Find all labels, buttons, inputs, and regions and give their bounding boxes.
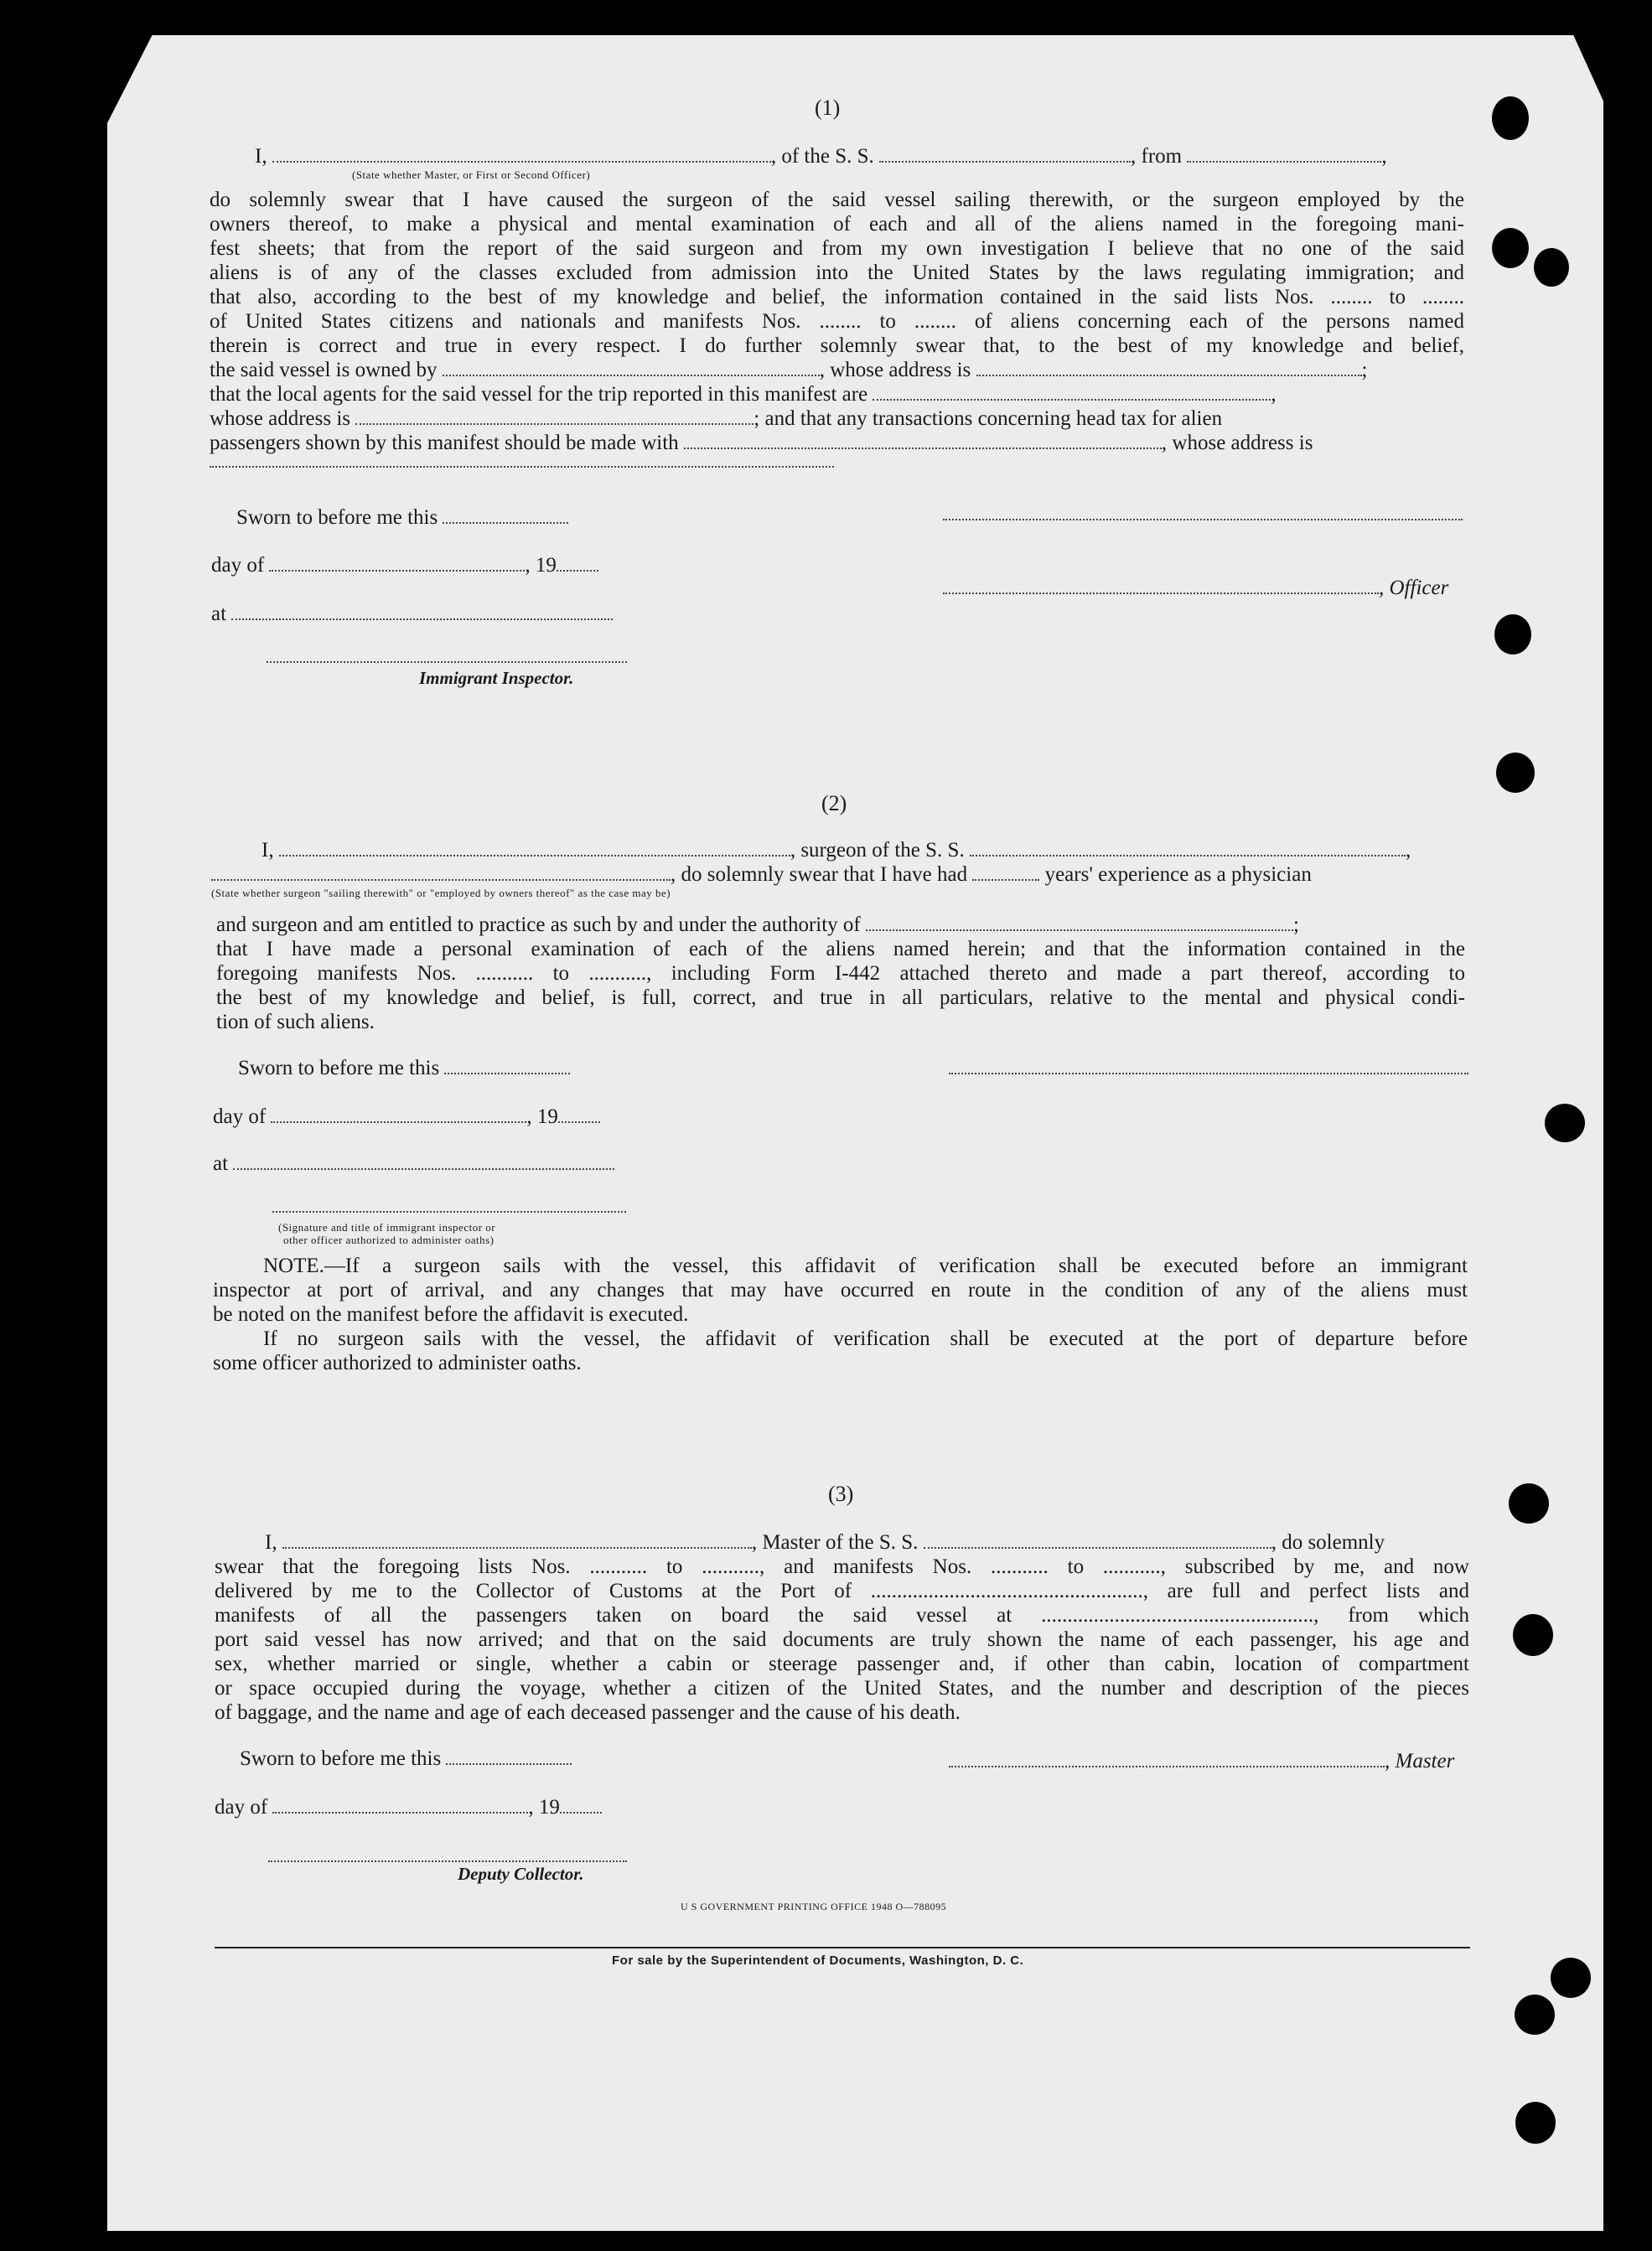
s2-note2-line: some officer authorized to administer oaths. bbox=[213, 1352, 582, 1374]
s1-agents-line: that the local agents for the said vessel for the trip reported in this manifest are , bbox=[210, 383, 1277, 406]
section-2-number: (2) bbox=[821, 791, 847, 815]
s2-signature-note: (Signature and title of immigrant inspector or bbox=[278, 1221, 496, 1234]
punch-hole bbox=[1545, 1104, 1585, 1142]
s2-authority-line: and surgeon and am entitled to practice as such by and under the authority of ; bbox=[216, 913, 1299, 936]
s2-note-line: be noted on the manifest before the affidavit is executed. bbox=[213, 1303, 689, 1326]
s1-line: aliens is of any of the classes excluded from admission into the United States by the laws regulating immigration; and bbox=[210, 261, 1464, 284]
s1-line: that also, according to the best of my knowledge and belief, the information contained in the said lists Nos. ........ to ........ bbox=[210, 286, 1464, 308]
punch-hole bbox=[1515, 1995, 1555, 2035]
s3-line: swear that the foregoing lists Nos. ........... to ..........., and manifests Nos. ........... to ..........., subscribed by me, and now bbox=[215, 1555, 1469, 1578]
s1-officer-note: (State whether Master, or First or Second Officer) bbox=[352, 168, 591, 181]
s2-at: at bbox=[213, 1151, 614, 1176]
s1-officer-signature-line bbox=[943, 519, 1463, 520]
s3-line: manifests of all the passengers taken on board the said vessel at ...................................................., from which bbox=[215, 1604, 1469, 1627]
punch-hole bbox=[1551, 1958, 1591, 1998]
punch-hole bbox=[1534, 248, 1569, 287]
s3-line: or space occupied during the voyage, whether a citizen of the United States, and the number and description of the pieces bbox=[215, 1677, 1469, 1700]
s2-line: the best of my knowledge and belief, is full, correct, and true in all particulars, relative to the mental and physical condi- bbox=[216, 986, 1465, 1009]
s1-opening-line: I, , of the S. S. , from , bbox=[255, 145, 1387, 168]
punch-hole bbox=[1513, 1614, 1553, 1656]
footer-rule bbox=[215, 1947, 1470, 1948]
s1-day-of: day of , 19 bbox=[211, 553, 598, 577]
s2-opening-line: I, , surgeon of the S. S. , bbox=[262, 839, 1411, 862]
punch-hole bbox=[1515, 2102, 1556, 2144]
s1-inspector-title: Immigrant Inspector. bbox=[419, 668, 574, 688]
s2-swear-line: , do solemnly swear that I have had years' experience as a physician bbox=[211, 862, 1312, 887]
s1-i: I, bbox=[255, 145, 267, 168]
s2-line: that I have made a personal examination of each of the aliens named herein; and that the information contained in the bbox=[216, 938, 1465, 960]
s1-headtax-line: passengers shown by this manifest should be made with , whose address is bbox=[210, 432, 1313, 454]
punch-hole bbox=[1492, 96, 1529, 140]
s3-line: delivered by me to the Collector of Customs at the Port of ...................................................., are full and perfect lists and bbox=[215, 1580, 1469, 1602]
s1-address-line: whose address is ; and that any transactions concerning head tax for alien bbox=[210, 407, 1223, 430]
s3-master: , Master bbox=[949, 1749, 1454, 1773]
s2-sworn: Sworn to before me this bbox=[238, 1056, 570, 1080]
punch-hole bbox=[1509, 1483, 1549, 1524]
s1-line: fest sheets; that from the report of the said surgeon and from my own investigation I believe that no one of the said bbox=[210, 237, 1464, 260]
s1-line: therein is correct and true in every respect. I do further solemnly swear that, to the best of my knowledge and belief, bbox=[210, 334, 1464, 357]
s3-line: sex, whether married or single, whether a cabin or steerage passenger and, if other than cabin, location of compartment bbox=[215, 1653, 1469, 1675]
s3-line: of baggage, and the name and age of each deceased passenger and the cause of his death. bbox=[215, 1701, 961, 1724]
section-3-number: (3) bbox=[828, 1482, 854, 1506]
s1-line: owners thereof, to make a physical and mental examination of each and all of the aliens named in the foregoing mani- bbox=[210, 213, 1464, 235]
s3-sworn: Sworn to before me this bbox=[240, 1746, 572, 1771]
s2-line: tion of such aliens. bbox=[216, 1011, 375, 1033]
punch-hole bbox=[1492, 228, 1529, 268]
s2-note-line: NOTE.—If a surgeon sails with the vessel, this affidavit of verification shall be executed before an immigrant bbox=[263, 1255, 1468, 1277]
s1-line: of United States citizens and nationals and manifests Nos. ........ to ........ of aliens concerning each of the persons named bbox=[210, 310, 1464, 333]
s1-at: at bbox=[211, 602, 613, 626]
s2-line: foregoing manifests Nos. ........... to ..........., including Form I-442 attached thereto and made a part thereof, according to bbox=[216, 962, 1465, 985]
punch-hole bbox=[1494, 614, 1531, 655]
s1-line: do solemnly swear that I have caused the surgeon of the said vessel sailing therewith, or the surgeon employed by the bbox=[210, 189, 1464, 211]
s3-opening-line: I, , Master of the S. S. , do solemnly bbox=[265, 1531, 1385, 1554]
s2-note-line: inspector at port of arrival, and any changes that may have occurred en route in the condition of any of the aliens must bbox=[213, 1279, 1468, 1301]
s3-line: port said vessel has now arrived; and that on the said documents are truly shown the name of each passenger, his age and bbox=[215, 1628, 1469, 1651]
s2-surgeon-note: (State whether surgeon "sailing therewith" or "employed by owners thereof" as the case may be) bbox=[211, 887, 671, 899]
s2-signature-note: other officer authorized to administer oaths) bbox=[283, 1234, 495, 1246]
section-1-number: (1) bbox=[815, 96, 841, 120]
s1-owned-line: the said vessel is owned by , whose address is ; bbox=[210, 359, 1368, 381]
s3-collector-title: Deputy Collector. bbox=[458, 1864, 584, 1884]
s2-day-of: day of , 19 bbox=[213, 1105, 600, 1129]
printing-office-imprint: U S GOVERNMENT PRINTING OFFICE 1948 O—788095 bbox=[681, 1901, 947, 1912]
s2-signature-line bbox=[949, 1073, 1468, 1074]
footer-sale-note: For sale by the Superintendent of Documents, Washington, D. C. bbox=[612, 1953, 1024, 1968]
s1-from: , from bbox=[1131, 145, 1183, 168]
punch-hole bbox=[1496, 753, 1535, 793]
s1-sworn: Sworn to before me this bbox=[236, 505, 568, 530]
s3-day-of: day of , 19 bbox=[215, 1795, 602, 1819]
s1-officer: , Officer bbox=[943, 576, 1448, 600]
s1-of-ss: , of the S. S. bbox=[770, 145, 874, 168]
s2-note2-line: If no surgeon sails with the vessel, the affidavit of verification shall be executed at the port of departure before bbox=[263, 1327, 1468, 1350]
